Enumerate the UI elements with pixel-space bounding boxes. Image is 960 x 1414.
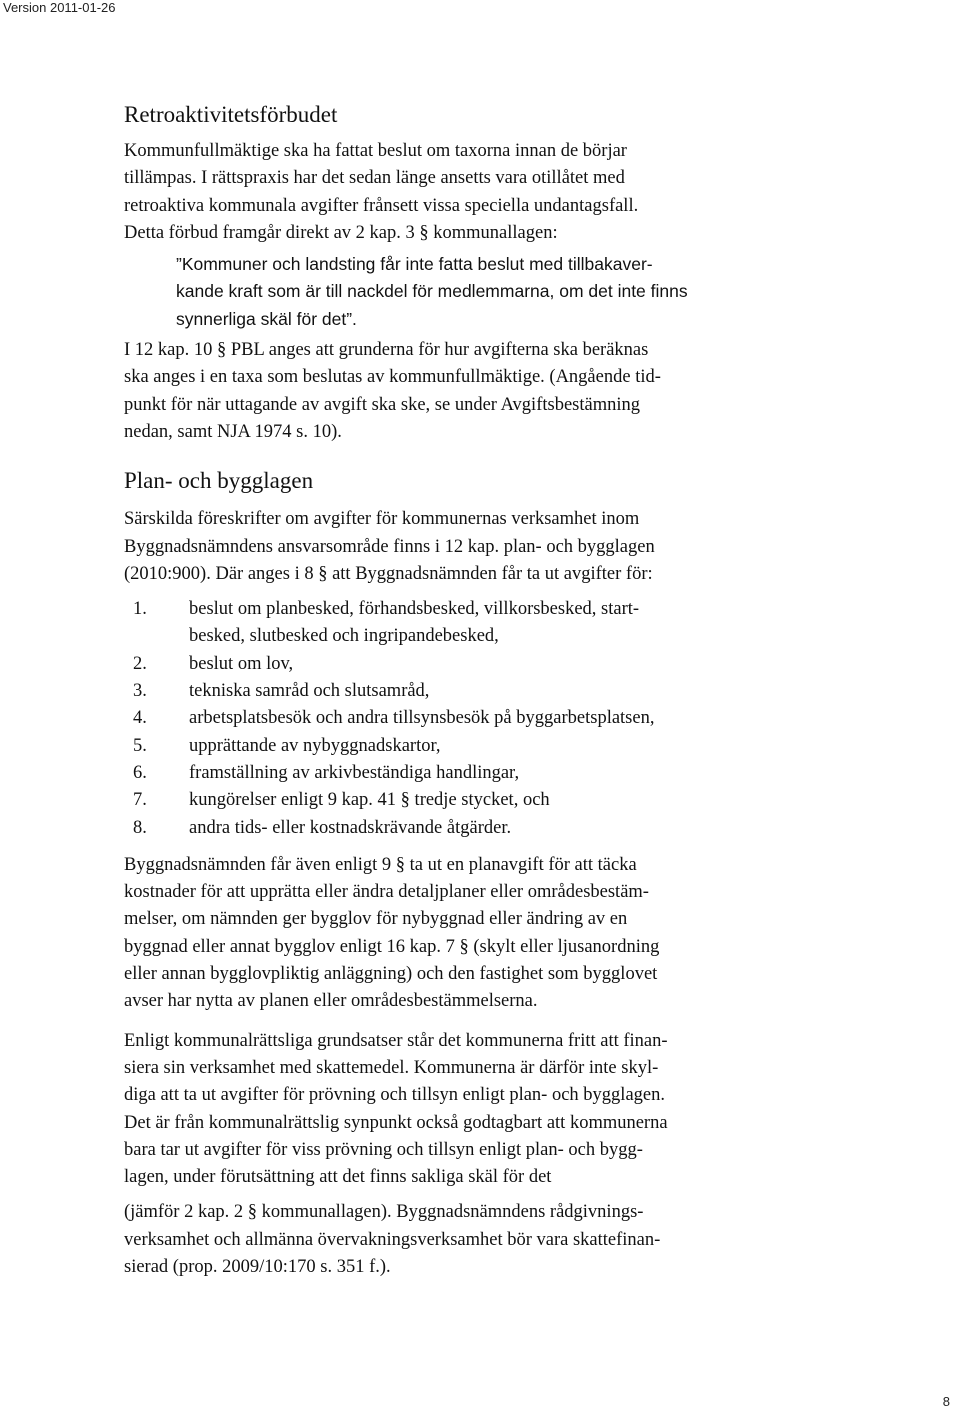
heading-plan-och-bygglagen: Plan- och bygglagen: [124, 468, 314, 494]
text-line: nedan, samt NJA 1974 s. 10).: [124, 421, 342, 442]
quote-kommunallagen: [176, 251, 884, 333]
list-item: [124, 705, 884, 732]
paragraph-planavgift: [124, 852, 884, 1016]
text-line: siera sin verksamhet med skattemedel. Kommunerna är därför inte skyl-: [124, 1057, 659, 1078]
text-line: Detta förbud framgår direkt av 2 kap. 3 § kommunallagen:: [124, 222, 558, 243]
list-item: [124, 760, 884, 787]
list-number: 8.: [133, 817, 147, 838]
text-line: beslut om lov,: [189, 653, 294, 674]
text-line: punkt för när uttagande av avgift ska ske, se under Avgiftsbestämning: [124, 394, 640, 415]
text-line: retroaktiva kommunala avgifter frånsett vissa speciella undantagsfall.: [124, 195, 639, 216]
text-line: ska anges i en taxa som beslutas av kommunfullmäktige. (Angående tid-: [124, 367, 661, 388]
paragraph-sarskilda-foreskrifter: [124, 506, 884, 588]
text-line: avser har nytta av planen eller områdesbestämmelserna.: [124, 991, 538, 1012]
text-line: eller annan bygglovpliktig anläggning) och den fastighet som bygglovet: [124, 964, 658, 985]
text-line: andra tids- eller kostnadskrävande åtgärder.: [189, 817, 512, 838]
version-label: Version 2011-01-26: [3, 0, 116, 15]
list-number: 1.: [133, 599, 147, 620]
text-line: Särskilda föreskrifter om avgifter för kommunernas verksamhet inom: [124, 509, 640, 530]
text-line: (jämför 2 kap. 2 § kommunallagen). Byggnadsnämndens rådgivnings-: [124, 1202, 644, 1223]
paragraph-pbl-grunder: [124, 337, 884, 446]
text-line: besked, slutbesked och ingripandebesked,: [189, 626, 499, 647]
list-item: [124, 733, 884, 760]
text-line: arbetsplatsbesök och andra tillsynsbesök på byggarbetsplatsen,: [189, 708, 655, 729]
text-line: Byggnadsnämndens ansvarsområde finns i 12 kap. plan- och bygglagen: [124, 536, 655, 557]
text-line: tillämpas. I rättspraxis har det sedan länge ansetts vara otillåtet med: [124, 168, 625, 189]
text-line: tekniska samråd och slutsamråd,: [189, 681, 430, 702]
text-line: bara tar ut avgifter för viss prövning och tillsyn enligt plan- och bygg-: [124, 1139, 643, 1160]
list-number: 3.: [133, 681, 147, 702]
list-item: [124, 651, 884, 678]
text-line: synnerliga skäl för det”.: [176, 308, 357, 329]
text-line: Kommunfullmäktige ska ha fattat beslut om taxorna innan de börjar: [124, 141, 627, 161]
paragraph-kommunalrattsliga-grundsatser: [124, 1028, 884, 1192]
list-item: [124, 678, 884, 705]
text-line: verksamhet och allmänna övervakningsverksamhet bör vara skattefinan-: [124, 1229, 661, 1250]
text-line: Det är från kommunalrättslig synpunkt också godtagbart att kommunerna: [124, 1112, 668, 1133]
text-line: kungörelser enligt 9 kap. 41 § tredje stycket, och: [189, 790, 550, 811]
text-line: beslut om planbesked, förhandsbesked, villkorsbesked, start-: [189, 599, 640, 620]
text-line: ”Kommuner och landsting får inte fatta beslut med tillbakaver-: [176, 254, 653, 275]
page-number: 8: [942, 1394, 950, 1409]
list-number: 4.: [133, 708, 147, 729]
text-line: (2010:900). Där anges i 8 § att Byggnadsnämnden får ta ut avgifter för:: [124, 563, 653, 584]
text-line: framställning av arkivbeständiga handlingar,: [189, 762, 520, 783]
text-line: diga att ta ut avgifter för prövning och tillsyn enligt plan- och bygglagen.: [124, 1085, 665, 1106]
list-item: [124, 815, 884, 842]
list-number: 2.: [133, 653, 147, 674]
heading-retroaktivitetsforbudet: Retroaktivitetsförbudet: [124, 102, 338, 127]
list-item: [124, 787, 884, 814]
list-item: [124, 596, 884, 651]
text-line: Enligt kommunalrättsliga grundsatser står det kommunerna fritt att finan-: [124, 1030, 668, 1051]
paragraph-retroaktivitet: [124, 138, 884, 247]
text-line: melser, om nämnden ger bygglov för nybyggnad eller ändring av en: [124, 909, 628, 930]
text-line: byggnad eller annat bygglov enligt 16 kap. 7 § (skylt eller ljusanordning: [124, 936, 660, 957]
list-number: 6.: [133, 762, 147, 783]
text-line: I 12 kap. 10 § PBL anges att grunderna för hur avgifterna ska beräknas: [124, 340, 649, 361]
avgifter-list: [124, 596, 884, 842]
text-line: upprättande av nybyggnadskartor,: [189, 735, 441, 756]
text-line: kande kraft som är till nackdel för medlemmarna, om det inte finns: [176, 281, 688, 302]
paragraph-jamfor-kommunallagen: [124, 1199, 884, 1281]
text-line: sierad (prop. 2009/10:170 s. 351 f.).: [124, 1256, 391, 1277]
list-number: 5.: [133, 735, 147, 756]
text-line: lagen, under förutsättning att det finns sakliga skäl för det: [124, 1167, 552, 1188]
list-number: 7.: [133, 790, 147, 811]
text-line: Byggnadsnämnden får även enligt 9 § ta ut en planavgift för att täcka: [124, 854, 637, 875]
document-body: [124, 100, 884, 1281]
text-line: kostnader för att upprätta eller ändra detaljplaner eller områdesbestäm-: [124, 882, 649, 903]
